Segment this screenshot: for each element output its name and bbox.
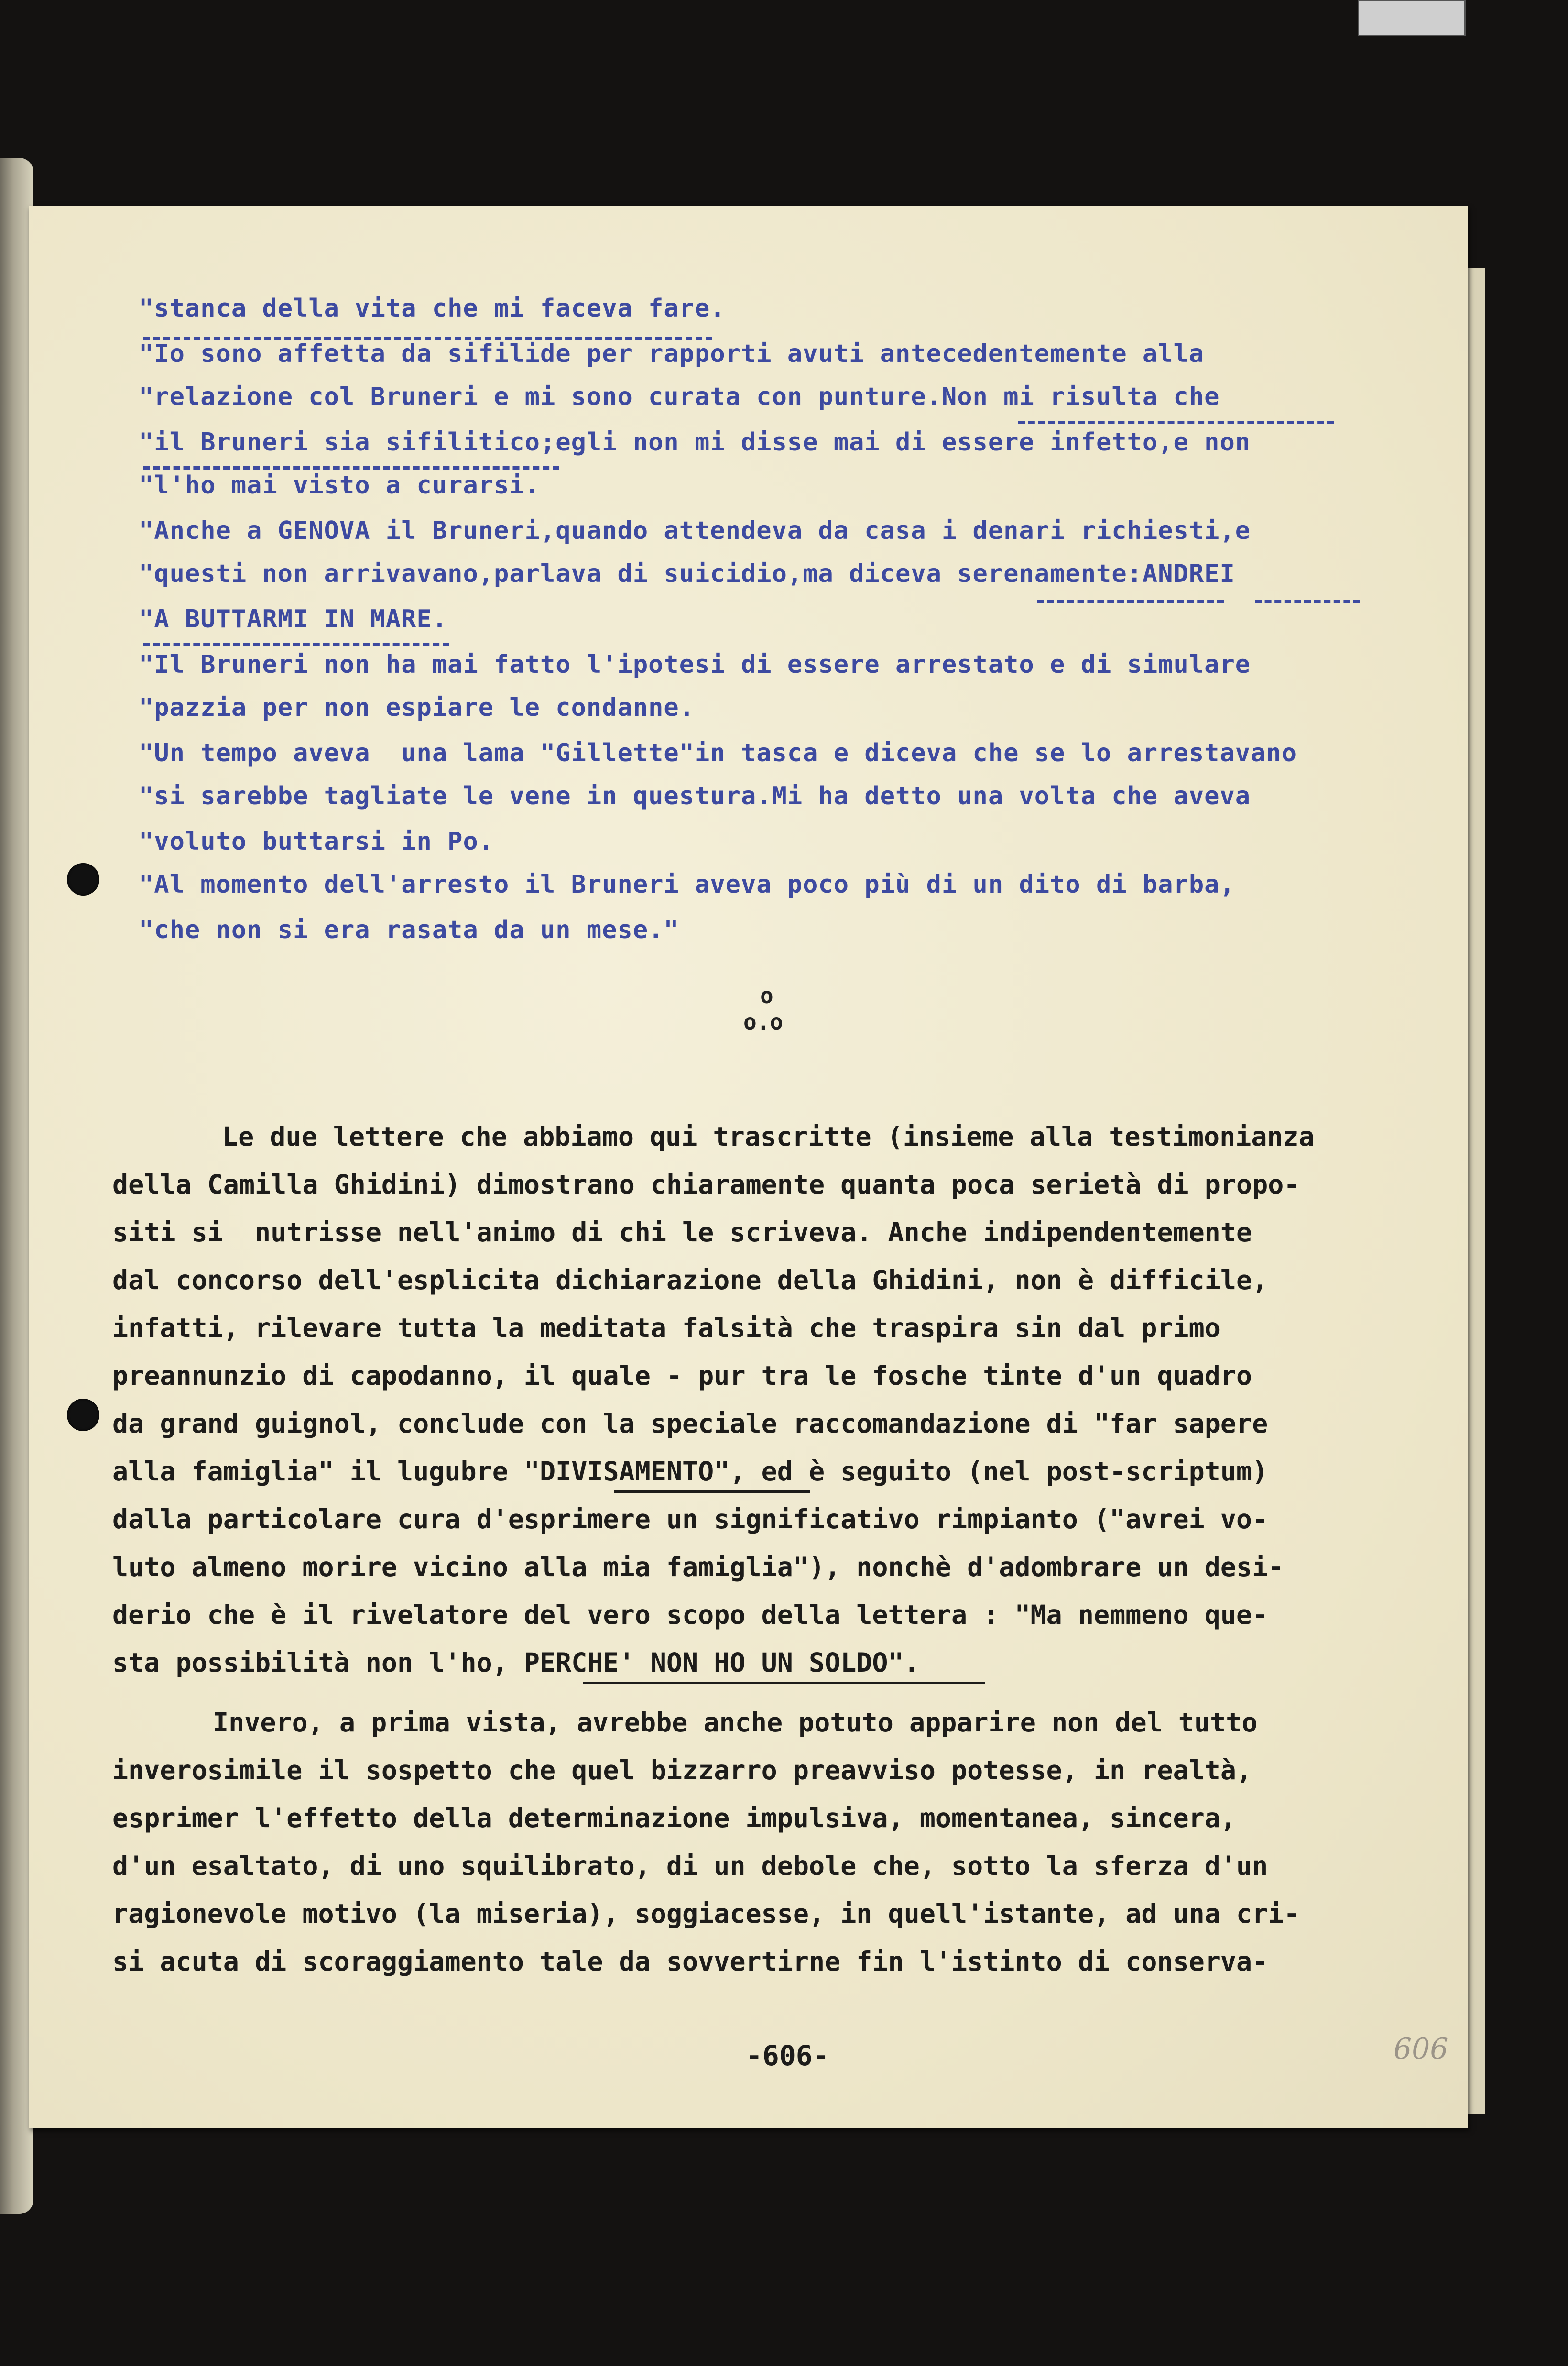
quoted-line: "l'ho mai visto a curarsi. — [139, 471, 540, 500]
body-line: da grand guignol, conclude con la speciale raccomandazione di "far sapere — [112, 1408, 1268, 1439]
body-line: preannunzio di capodanno, il quale - pur tra le fosche tinte d'un quadro — [112, 1360, 1252, 1391]
body-line: si acuta di scoraggiamento tale da sovvertirne fin l'istinto di conserva- — [112, 1946, 1268, 1977]
pencil-page-note: 606 — [1394, 2032, 1448, 2066]
quoted-line: "che non si era rasata da un mese." — [139, 916, 679, 944]
quoted-line: "Al momento dell'arresto il Bruneri aveva poco più di un dito di barba, — [139, 870, 1235, 899]
dashed-underline — [1018, 421, 1334, 424]
page-number: -606- — [746, 2039, 829, 2072]
separator-bottom: o.o — [743, 1009, 784, 1035]
underline-divisamento — [614, 1490, 810, 1493]
separator-top: o — [760, 983, 773, 1008]
dashed-underline — [1037, 600, 1224, 603]
body-line: dal concorso dell'esplicita dichiarazione della Ghidini, non è difficile, — [112, 1265, 1268, 1295]
archive-label — [1358, 0, 1466, 36]
quoted-line: "Il Bruneri non ha mai fatto l'ipotesi di essere arrestato e di simulare — [139, 650, 1251, 679]
body-line: derio che è il rivelatore del vero scopo della lettera : "Ma nemmeno que- — [112, 1599, 1268, 1630]
body-line: dalla particolare cura d'esprimere un significativo rimpianto ("avrei vo- — [112, 1504, 1268, 1534]
dashed-underline — [143, 337, 712, 340]
quoted-line: "pazzia per non espiare le condanne. — [139, 693, 695, 722]
dashed-underline — [143, 466, 559, 470]
body-line: inverosimile il sospetto che quel bizzarro preavviso potesse, in realtà, — [112, 1755, 1252, 1785]
underline-perche — [583, 1682, 985, 1684]
quoted-line: "A BUTTARMI IN MARE. — [139, 605, 448, 634]
body-line: sta possibilità non l'ho, PERCHE' NON HO UN SOLDO". — [112, 1647, 920, 1678]
body-line: della Camilla Ghidini) dimostrano chiaramente quanta poca serietà di propo- — [112, 1169, 1300, 1200]
body-line: ragionevole motivo (la miseria), soggiacesse, in quell'istante, ad una cri- — [112, 1898, 1300, 1929]
body-line: infatti, rilevare tutta la meditata falsità che traspira sin dal primo — [112, 1313, 1220, 1343]
quoted-line: "si sarebbe tagliate le vene in questura.Mi ha detto una volta che aveva — [139, 782, 1251, 811]
quoted-line: "Anche a GENOVA il Bruneri,quando attendeva da casa i denari richiesti,e — [139, 516, 1251, 545]
quoted-line: "voluto buttarsi in Po. — [139, 827, 494, 856]
body-line: Invero, a prima vista, avrebbe anche potuto apparire non del tutto — [213, 1707, 1258, 1738]
body-line: esprimer l'effetto della determinazione impulsiva, momentanea, sincera, — [112, 1803, 1237, 1833]
quoted-line: "il Bruneri sia sifilitico;egli non mi disse mai di essere infetto,e non — [139, 428, 1251, 457]
body-line: luto almeno morire vicino alla mia famiglia"), nonchè d'adombrare un desi- — [112, 1552, 1284, 1582]
punch-hole-bottom — [67, 1399, 99, 1431]
dashed-underline — [143, 643, 449, 646]
quoted-line: "stanca della vita che mi faceva fare. — [139, 294, 726, 323]
body-line: siti si nutrisse nell'animo di chi le scriveva. Anche indipendentemente — [112, 1217, 1252, 1248]
punch-hole-top — [67, 863, 99, 896]
dashed-underline — [1255, 600, 1360, 603]
quoted-line: "relazione col Bruneri e mi sono curata con punture.Non mi risulta che — [139, 383, 1220, 411]
body-line: Le due lettere che abbiamo qui trascritte (insieme alla testimonianza — [222, 1121, 1315, 1152]
quoted-line: "Un tempo aveva una lama "Gillette"in tasca e diceva che se lo arrestavano — [139, 739, 1297, 767]
body-line: d'un esaltato, di uno squilibrato, di un debole che, sotto la sferza d'un — [112, 1851, 1268, 1881]
quoted-line: "questi non arrivavano,parlava di suicidio,ma diceva serenamente:ANDREI — [139, 559, 1235, 588]
body-line: alla famiglia" il lugubre "DIVISAMENTO", ed è seguito (nel post-scriptum) — [112, 1456, 1268, 1487]
quoted-line: "Io sono affetta da sifilide per rapporti avuti antecedentemente alla — [139, 340, 1205, 368]
